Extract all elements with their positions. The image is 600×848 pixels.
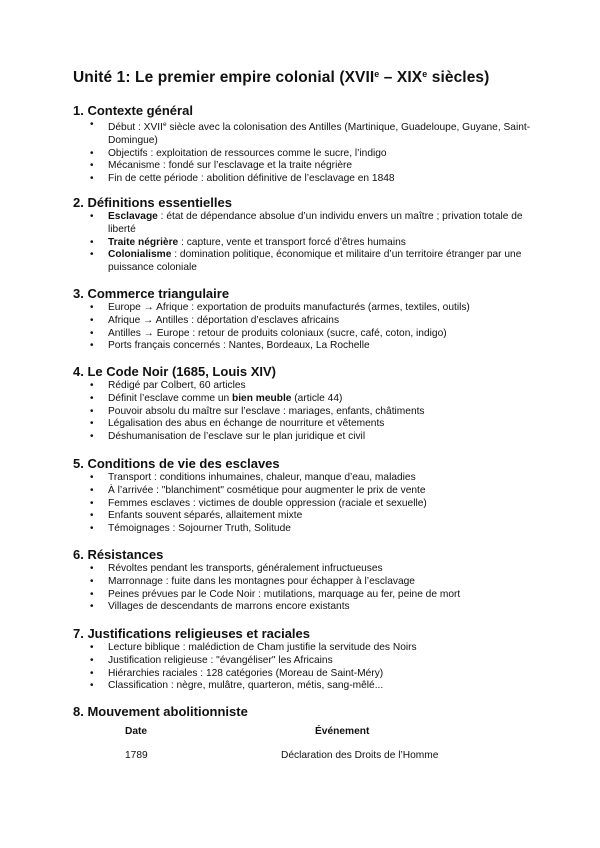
section-commerce [73,286,543,353]
table-row [103,748,515,762]
list-item: • Antilles → Europe : retour de produits coloniaux (sucre, café, coton, indigo) [73,328,543,341]
abolition-table [103,724,515,762]
list-item: • Rédigé par Colbert, 60 articles [73,380,543,393]
list-item: • Peines prévues par le Code Noir : mutilations, marquage au fer, peine de mort [73,589,543,602]
list-item: • Hiérarchies raciales : 128 catégories (Moreau de Saint-Méry) [73,668,543,681]
section-justifications [73,626,543,693]
list-item: • Pouvoir absolu du maître sur l’esclave : mariages, enfants, châtiments [73,406,543,419]
list-item: • Afrique → Antilles : déportation d’esclaves africains [73,315,543,328]
list-item: • Début : XVIIe siècle avec la colonisation des Antilles (Martinique, Guadeloupe, Guyane, Saint-Domingue) [73,119,543,148]
list-item: • Traite négrière : capture, vente et transport forcé d’êtres humains [73,237,543,250]
list-item: • Légalisation des abus en échange de nourriture et vêtements [73,418,543,431]
list-item: • Classification : nègre, mulâtre, quarteron, métis, sang-mêlé... [73,680,543,693]
list-item: • Europe → Afrique : exportation de produits manufacturés (armes, textiles, outils) [73,302,543,315]
section-heading: 4. Le Code Noir (1685, Louis XIV) [73,364,276,379]
section-abolitionniste [73,704,543,720]
list-item: • Révoltes pendant les transports, généralement infructueuses [73,563,543,576]
list-item: • Transport : conditions inhumaines, chaleur, manque d’eau, maladies [73,472,543,485]
list-item: • Enfants souvent séparés, allaitement mixte [73,510,543,523]
section-conditions [73,456,543,536]
list-item: • Justification religieuse : "évangéliser" les Africains [73,655,543,668]
section-definitions [73,195,543,275]
list-item: • Femmes esclaves : victimes de double oppression (raciale et sexuelle) [73,498,543,511]
table-header-row [103,724,515,738]
section-heading: 2. Définitions essentielles [73,195,232,210]
section-heading: 1. Contexte général [73,103,193,118]
table-cell-date: 1789 [125,749,148,761]
list-item: • Villages de descendants de marrons encore existants [73,601,543,614]
section-heading: 6. Résistances [73,547,164,562]
page-title: Unité 1: Le premier empire colonial (XVIIe – XIXe siècles) [73,69,490,86]
column-header-event: Événement [315,725,370,737]
list-item: • Colonialisme : domination politique, économique et militaire d’un territoire étranger par une puissance coloniale [73,249,543,275]
section-heading: 7. Justifications religieuses et raciales [73,626,311,641]
list-item: • Objectifs : exploitation de ressources comme le sucre, l’indigo [73,148,543,161]
list-item: • Témoignages : Sojourner Truth, Solitude [73,523,543,536]
list-item: • Ports français concernés : Nantes, Bordeaux, La Rochelle [73,340,543,353]
section-heading: 3. Commerce triangulaire [73,286,230,301]
list-item: • Esclavage : état de dépendance absolue d’un individu envers un maître ; privation totale de liberté [73,211,543,237]
list-item: • Définit l’esclave comme un bien meuble (article 44) [73,393,543,406]
column-header-date: Date [125,725,148,737]
section-code-noir [73,364,543,444]
section-heading: 8. Mouvement abolitionniste [73,704,248,719]
table-cell-event: Déclaration des Droits de l’Homme [281,749,439,761]
section-contexte [73,103,543,186]
list-item: • Lecture biblique : malédiction de Cham justifie la servitude des Noirs [73,642,543,655]
list-item: • Déshumanisation de l’esclave sur le plan juridique et civil [73,431,543,444]
section-resistances [73,547,543,614]
list-item: • Mécanisme : fondé sur l’esclavage et la traite négrière [73,160,543,173]
section-heading: 5. Conditions de vie des esclaves [73,456,280,471]
list-item: • Marronnage : fuite dans les montagnes pour échapper à l’esclavage [73,576,543,589]
list-item: • À l’arrivée : "blanchiment" cosmétique pour augmenter le prix de vente [73,485,543,498]
list-item: • Fin de cette période : abolition définitive de l’esclavage en 1848 [73,173,543,186]
